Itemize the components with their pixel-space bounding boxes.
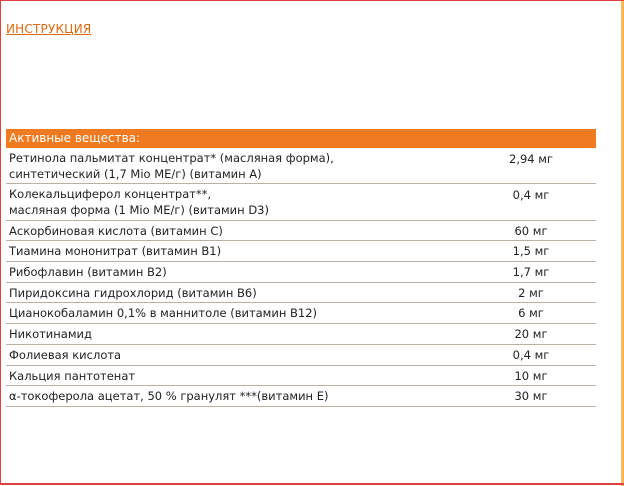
ingredient-amount: 1,7 мг [512, 265, 550, 279]
ingredient-name: Пиридоксина гидрохлорид (витамин В6) [9, 285, 257, 300]
ingredient-name-line: масляная форма (1 Mio МЕ/г) (витамин D3) [9, 203, 269, 217]
ingredient-name: Аскорбиновая кислота (витамин С) [9, 223, 223, 238]
ingredient-amount: 2,94 мг [509, 152, 553, 166]
ingredient-name-line: синтетический (1,7 Mio МЕ/г) (витамин А) [9, 166, 262, 181]
ingredient-name: Кальция пантотенат [9, 368, 136, 383]
ingredient-name: Никотинамид [9, 327, 92, 341]
ingredient-name-line: Ретинола пальмитат концентрат* (масляная форма), [9, 150, 334, 165]
ingredient-amount: 0,4 мг [512, 348, 550, 362]
table-row [6, 184, 596, 221]
table-row [6, 283, 596, 303]
active-ingredients-table [6, 129, 596, 407]
ingredient-amount: 20 мг [514, 327, 548, 341]
table-row [6, 324, 596, 345]
ingredient-name: Фолиевая кислота [9, 348, 122, 362]
ingredient-name: Цианокобаламин 0,1% в маннитоле (витамин В12) [9, 306, 318, 320]
instructions-link[interactable]: ИНСТРУКЦИЯ [6, 22, 92, 36]
table-heading: Активные вещества: [6, 129, 596, 148]
table-row [6, 386, 596, 407]
table-row [6, 241, 596, 262]
ingredient-name: α-токоферола ацетат, 50 % гранулят ***(витамин Е) [9, 389, 329, 403]
table-row [6, 262, 596, 283]
ingredient-amount: 0,4 мг [512, 188, 550, 202]
ingredient-amount: 6 мг [518, 306, 544, 320]
table-row [6, 148, 596, 184]
table-row [6, 366, 596, 386]
ingredient-name-line: Колекальциферол концентрат**, [9, 187, 212, 201]
ingredient-amount: 30 мг [514, 389, 548, 403]
table-row [6, 345, 596, 366]
ingredient-name [6, 186, 476, 218]
ingredient-name: Тиамина мононитрат (витамин В1) [9, 244, 222, 258]
ingredient-name: Рибофлавин (витамин В2) [9, 265, 167, 279]
ingredient-amount: 10 мг [514, 368, 548, 383]
table-row [6, 221, 596, 241]
ingredient-name [6, 150, 476, 182]
ingredient-amount: 1,5 мг [512, 244, 550, 258]
table-row [6, 303, 596, 324]
ingredient-amount: 60 мг [514, 223, 548, 238]
ingredient-amount: 2 мг [518, 285, 544, 300]
